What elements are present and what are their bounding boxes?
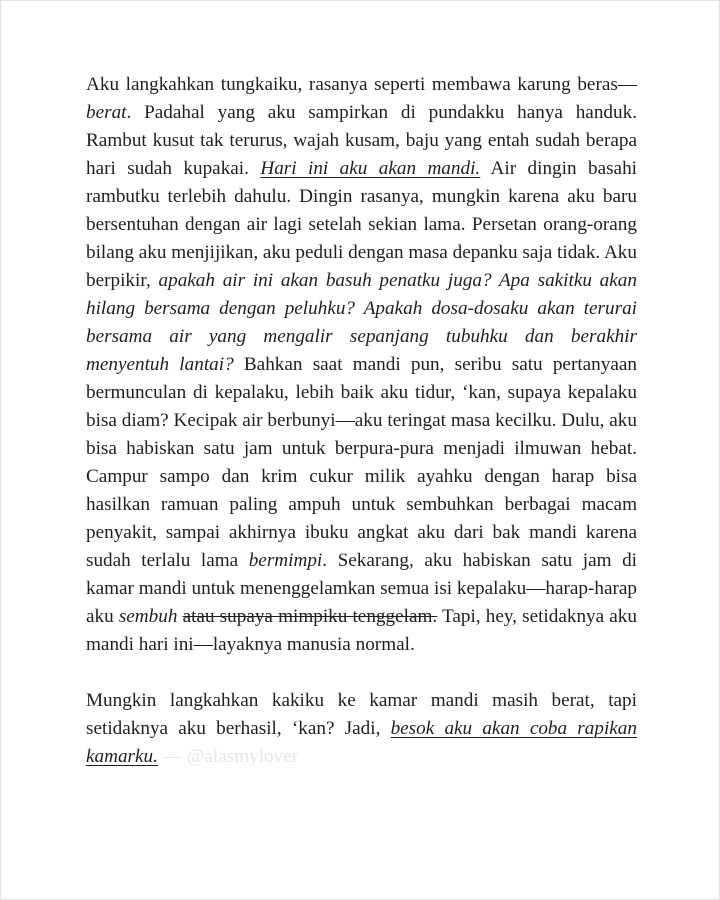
text-run: . Sekarang, aku habiskan satu jam di kamar mandi untuk menenggelamkan semua isi kepalaku—harap-harap aku <box>86 550 638 627</box>
italic-text: apakah air ini akan basuh penatku juga? Apa sakitku akan hilang bersama dengan peluhku? Apakah dosa-dosaku akan terurai bersama air yang mengalir sepanjang tubuhku dan berakhir menyentuh lantai? <box>86 270 637 375</box>
text-run: Bahkan saat mandi pun, seribu satu pertanyaan bermunculan di kepalaku, lebih baik aku tidur, ‘kan, supaya kepalaku bisa diam? Kecipak air berbunyi—aku teringat masa kecilku. Dulu, aku bisa habiskan satu jam untuk berpura-pura menjadi ilmuwan hebat. Campur sampo dan krim cukur milik ayahku dengan harap bisa hasilkan ramuan paling ampuh untuk sembuhkan berbagai macam penyakit, sampai akhirnya ibuku angkat aku dari bak mandi karena sudah terlalu lama <box>86 354 637 571</box>
italic-text: sembuh <box>118 606 178 627</box>
underlined-italic-text: besok aku akan coba rapikan kamarku. <box>86 718 637 767</box>
author-signature: — @alasmylover <box>157 746 299 767</box>
paragraph-2 <box>86 687 637 771</box>
story-text <box>86 71 637 771</box>
text-run: . Padahal yang aku sampirkan di pundakku hanya handuk. Rambut kusut tak terurus, wajah kusam, baju yang entah sudah berapa hari sudah kupakai. <box>86 102 637 179</box>
paragraph-1 <box>86 71 637 659</box>
text-run: Tapi, hey, setidaknya aku mandi hari ini—layaknya manusia normal. <box>86 606 637 655</box>
text-run: Mungkin langkahkan kakiku ke kamar mandi masih berat, tapi setidaknya aku berhasil, ‘kan? Jadi, <box>86 690 637 739</box>
italic-text: berat <box>86 102 127 123</box>
italic-text: bermimpi <box>248 550 323 571</box>
text-run: Aku langkahkan tungkaiku, rasanya seperti membawa karung beras— <box>86 74 637 95</box>
strikethrough-text: atau supaya mimpiku tenggelam. <box>182 606 438 627</box>
text-run: Air dingin basahi rambutku terlebih dahulu. Dingin rasanya, mungkin karena aku baru bersentuhan dengan air lagi setelah sekian lama. Persetan orang-orang bilang aku menjijikan, aku peduli dengan masa depanku saja tidak. Aku berpikir, <box>86 158 637 291</box>
underlined-italic-text: Hari ini aku akan mandi. <box>260 158 481 179</box>
